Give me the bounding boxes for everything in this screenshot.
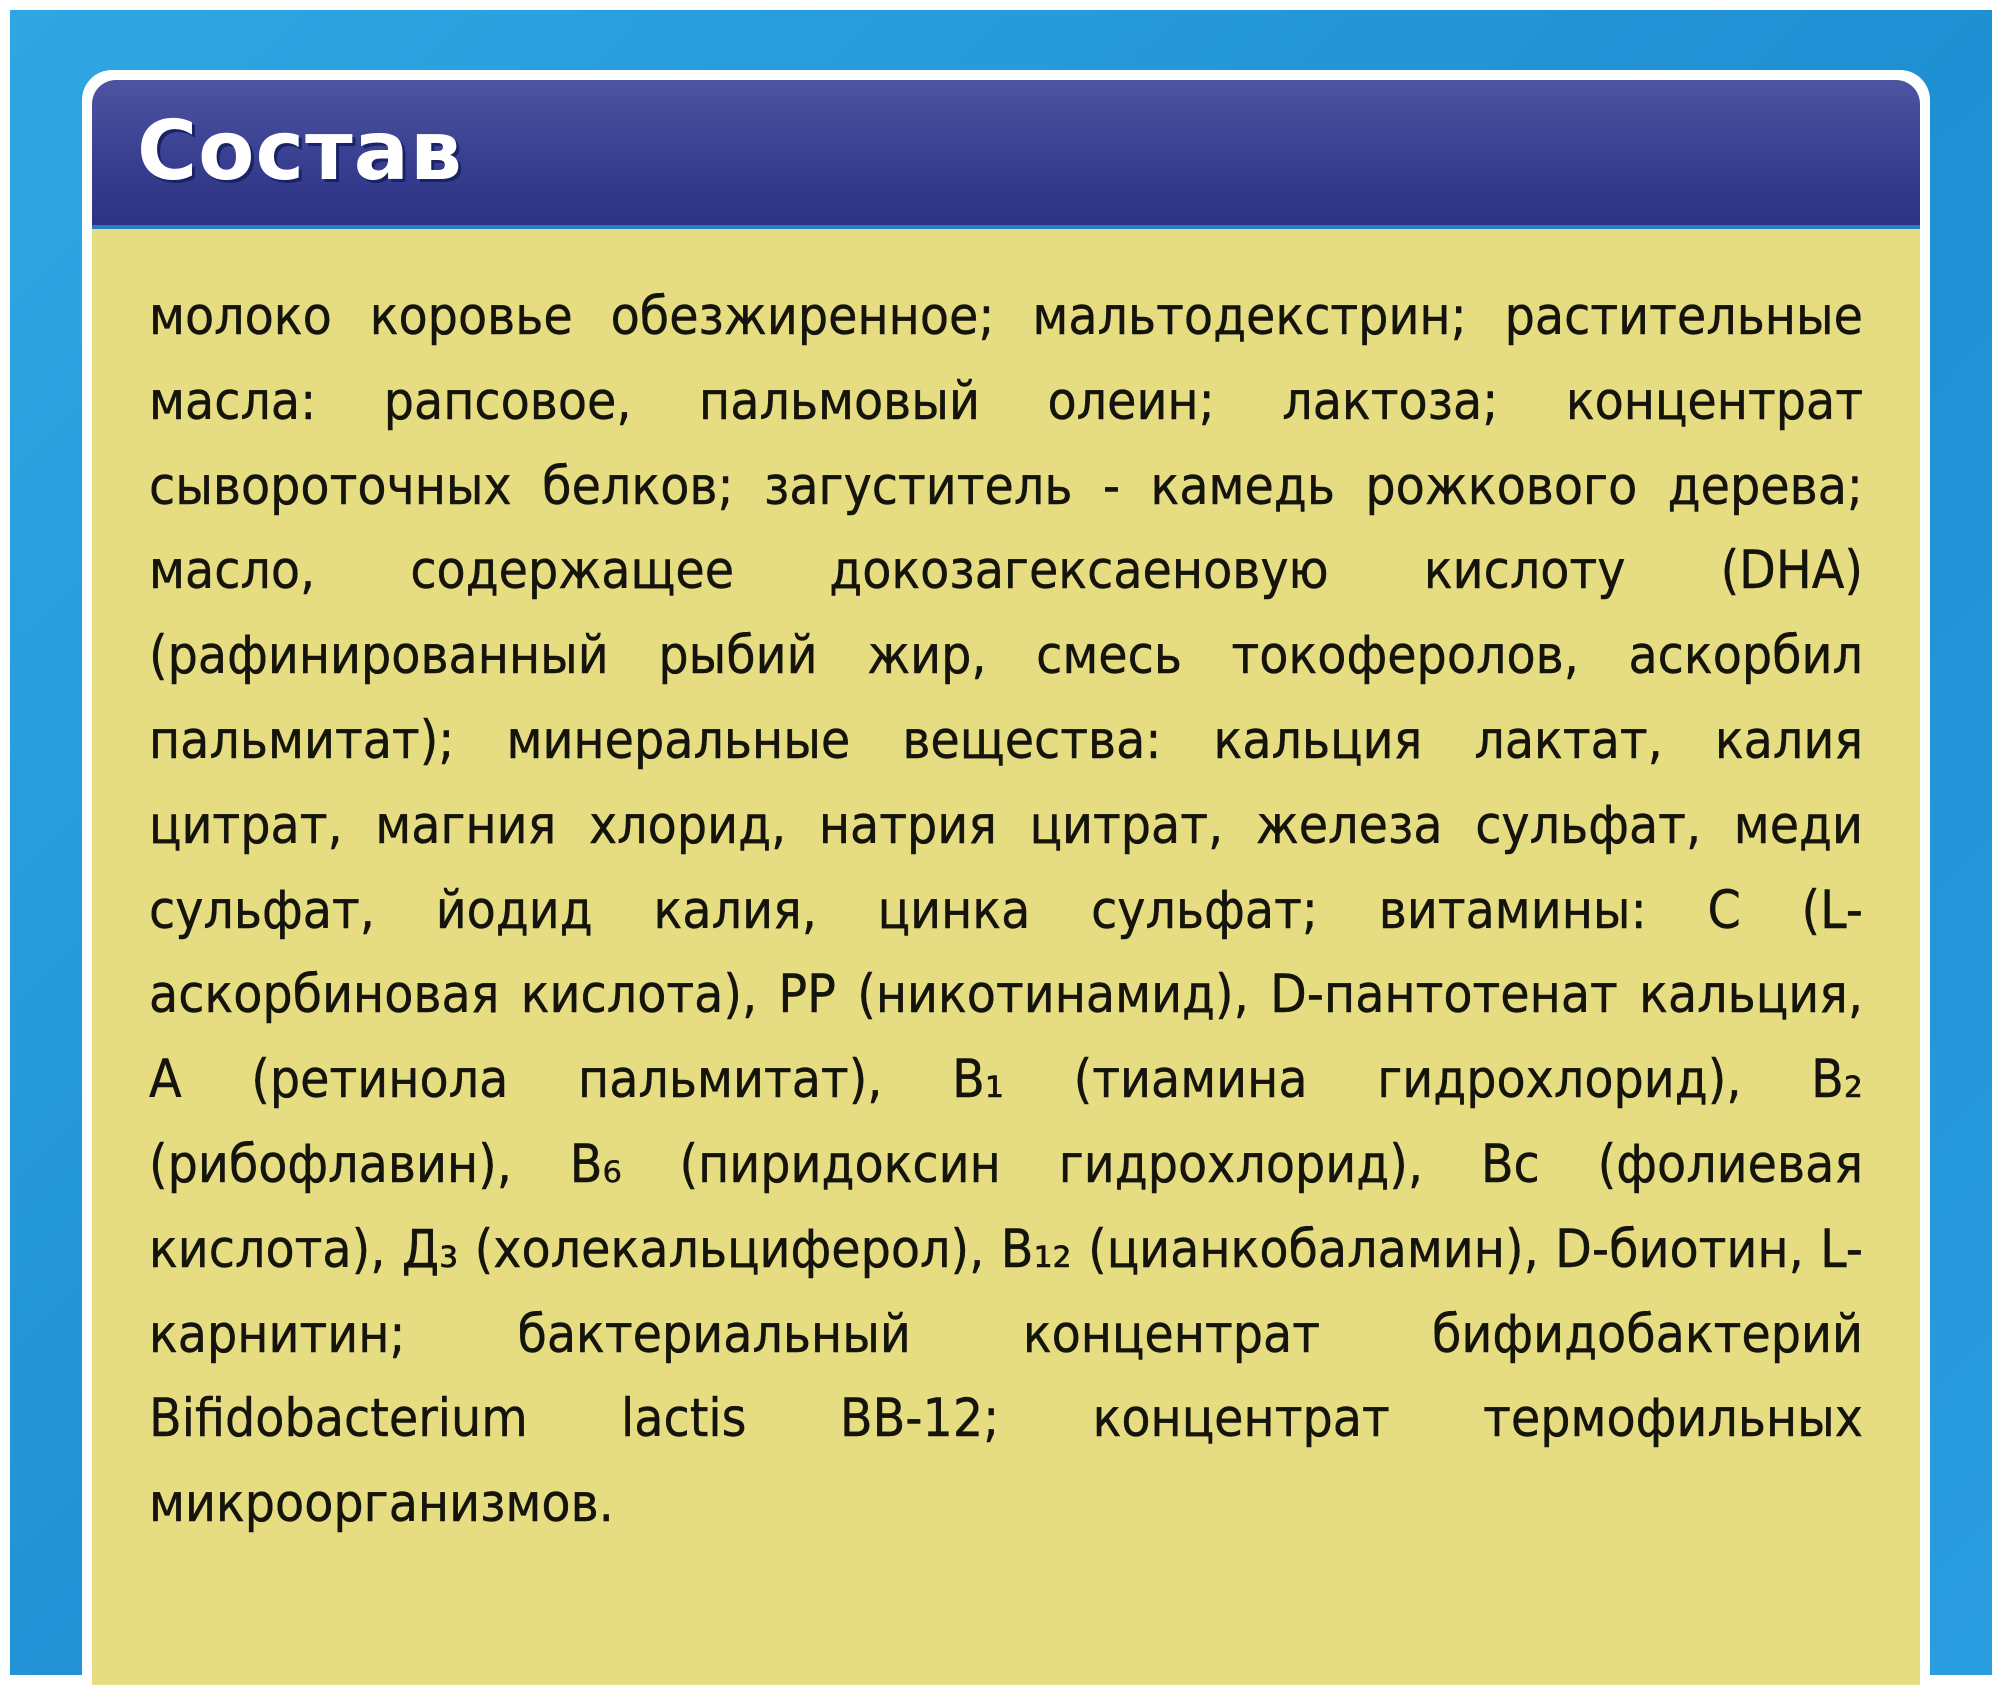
package-background [10,10,1992,1675]
section-title: Состав [137,104,463,199]
section-header [92,80,1920,229]
composition-text: молоко коровье обезжиренное; мальтодекстрин; растительные масла: рапсовое, пальмовый олеин; лактоза; концентрат сывороточных белков; загуститель - камедь рожкового дерева; масло, содержащее докозагексаеновую кислоту (DHA) (рафинированный рыбий жир, смесь токоферолов, аскорбил пальмитат); минеральные вещества: кальция лактат, калия цитрат, магния хлорид, натрия цитрат, железа сульфат, меди сульфат, йодид калия, цинка сульфат; витамины: С (L-аскорбиновая кислота), РР (никотинамид), D-пантотенат кальция, А (ретинола пальмитат), В₁ (тиамина гидрохлорид), В₂ (рибофлавин), В₆ (пиридоксин гидрохлорид), Вс (фолиевая кислота), Д₃ (холекальциферол), В₁₂ (цианкобаламин), D-биотин, L-карнитин; бактериальный концентрат бифидобактерий Bifidobacterium lactis ВВ-12; концентрат термофильных микроорганизмов. [149,286,1863,1535]
label-panel [82,70,1930,1685]
composition-card [92,80,1920,1685]
